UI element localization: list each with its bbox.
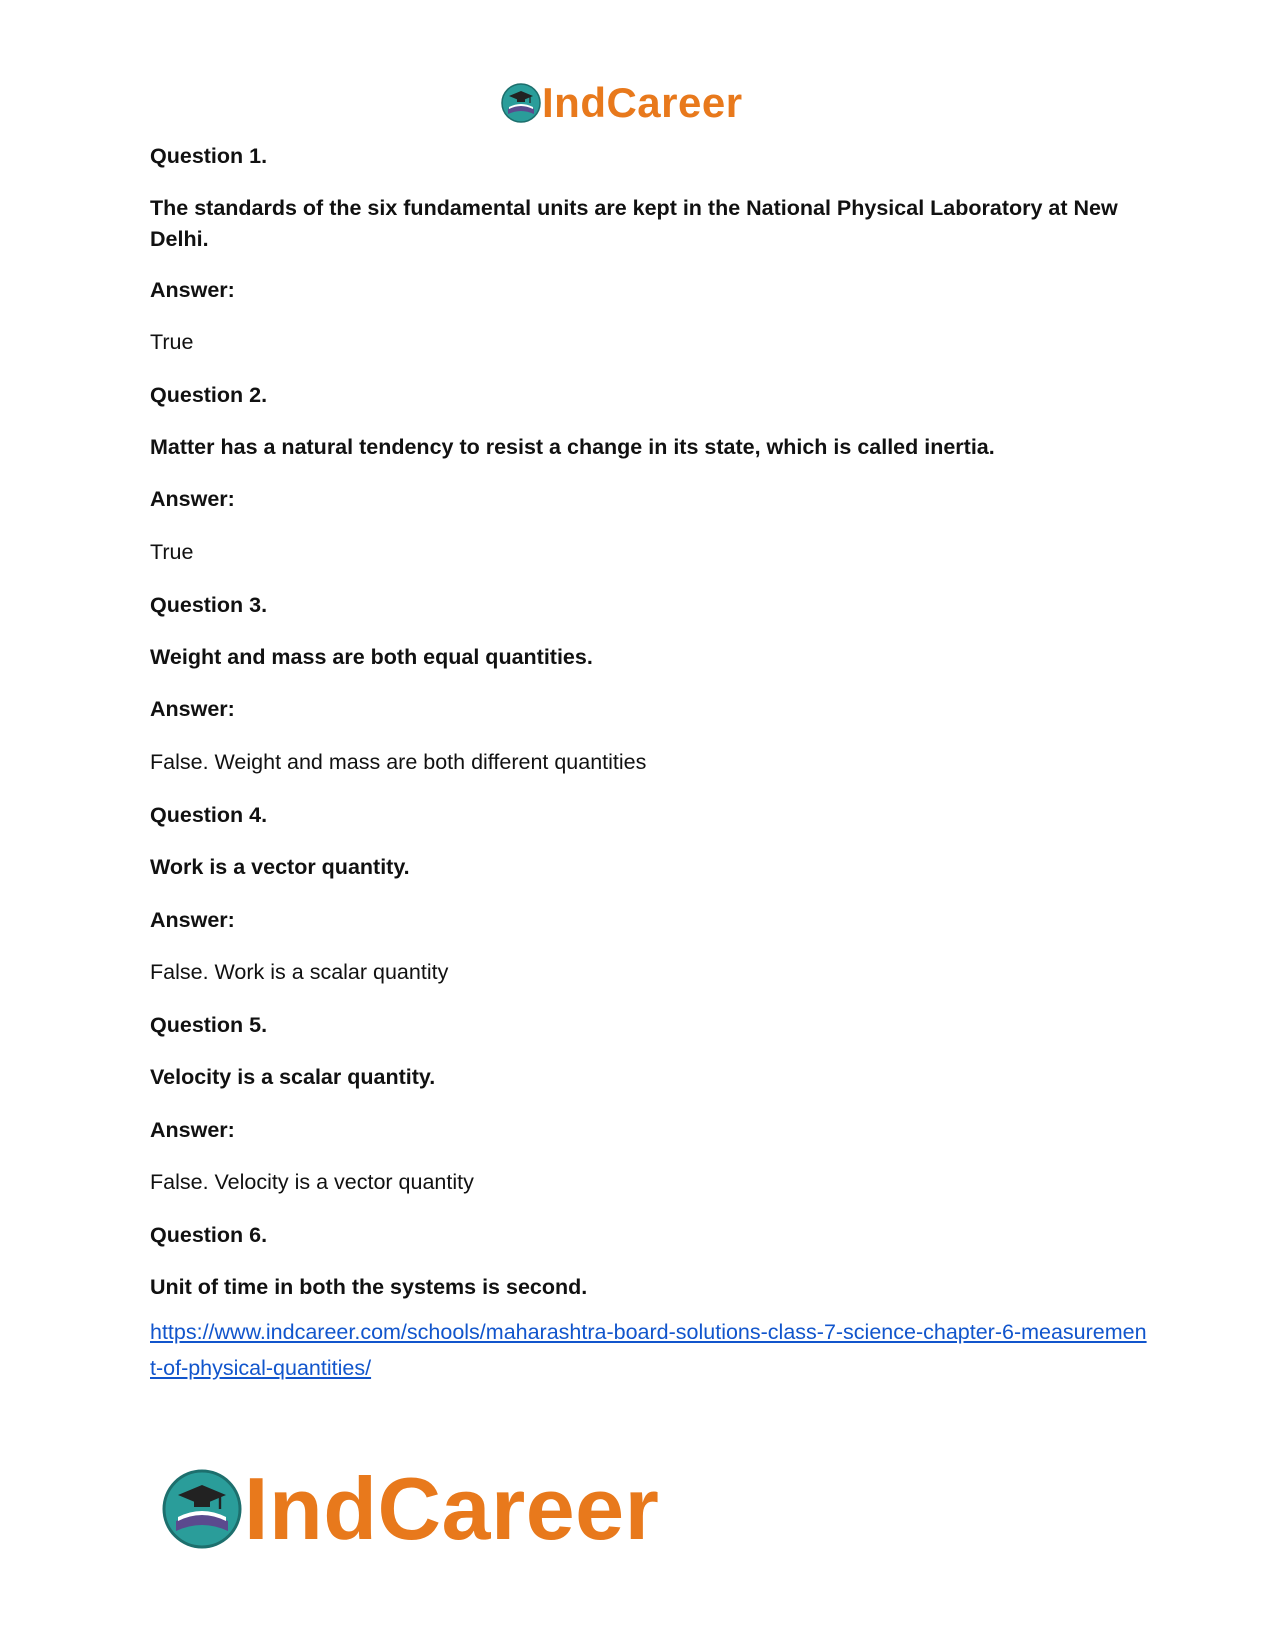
question-3-text: Weight and mass are both equal quantities. — [150, 645, 593, 669]
source-link[interactable]: https://www.indcareer.com/schools/maharashtra-board-solutions-class-7-science-chapter-6-measurement-of-physical-quantities/ — [150, 1320, 1147, 1380]
answer-4-label: Answer: — [150, 908, 235, 932]
answer-5-label: Answer: — [150, 1118, 235, 1142]
graduation-cap-book-icon — [160, 1467, 244, 1551]
header-logo — [500, 80, 743, 126]
answer-3-text: False. Weight and mass are both different quantities — [150, 750, 647, 774]
answer-4-text: False. Work is a scalar quantity — [150, 960, 449, 984]
answer-2-label: Answer: — [150, 487, 235, 511]
question-1-text: The standards of the six fundamental units are kept in the National Physical Laboratory at New Delhi. — [150, 196, 1118, 251]
answer-5-text: False. Velocity is a vector quantity — [150, 1170, 474, 1194]
question-2-text: Matter has a natural tendency to resist a change in its state, which is called inertia. — [150, 435, 995, 459]
question-5-label: Question 5. — [150, 1013, 268, 1037]
footer-logo — [160, 1459, 660, 1558]
logo-wordmark: IndCareer — [244, 1459, 660, 1558]
answer-1-text: True — [150, 330, 194, 354]
graduation-cap-book-icon — [500, 82, 542, 124]
question-6-label: Question 6. — [150, 1223, 268, 1247]
question-5-text: Velocity is a scalar quantity. — [150, 1065, 436, 1089]
answer-1-label: Answer: — [150, 278, 235, 302]
question-6-text: Unit of time in both the systems is second. — [150, 1275, 588, 1299]
question-4-text: Work is a vector quantity. — [150, 855, 410, 879]
question-4-label: Question 4. — [150, 803, 268, 827]
question-3-label: Question 3. — [150, 593, 268, 617]
answer-2-text: True — [150, 540, 194, 564]
question-2-label: Question 2. — [150, 383, 268, 407]
question-1-label: Question 1. — [150, 144, 268, 168]
answer-3-label: Answer: — [150, 697, 235, 721]
logo-wordmark: IndCareer — [542, 79, 743, 126]
